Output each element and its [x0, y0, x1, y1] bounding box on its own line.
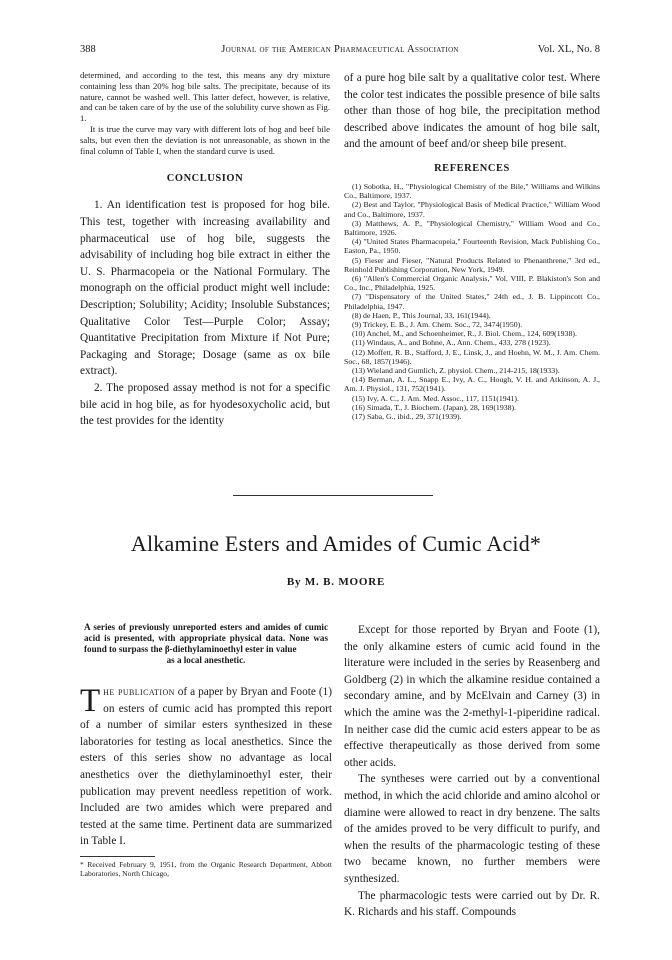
references-list	[344, 182, 600, 421]
reference-item: (11) Windaus, A., and Bohne, A., Ann. Chem., 433, 278 (1923).	[352, 338, 551, 348]
reference-item: (8) de Haen, P., This Journal, 33, 161(1944).	[352, 310, 491, 320]
journal-title: Journal of the American Pharmaceutical Association	[221, 44, 459, 55]
abstract-text	[84, 622, 328, 666]
bottom-right-column	[344, 622, 600, 921]
abstract-body: A series of previously unreported esters and amides of cumic acid is presented, with appropriate physical data. None was found to surpass the β-diethylaminoethyl ester in value	[84, 622, 328, 654]
article-title: Alkamine Esters and Amides of Cumic Acid*	[130, 531, 542, 556]
continued-paragraph: determined, and according to the test, this means any dry mixture containing less than 20% hog bile salts. The precipitate, because of its nature, cannot be washed well. This latter defect, however, is relative, and can be taken care of by the use of the solubility curve shown as Fig. 1.	[80, 70, 330, 124]
reference-item: (6) "Allen's Commercial Organic Analysis," Vol. VIII, P. Blakiston's Son and Co., Inc., Philadelphia, 1925.	[344, 274, 600, 293]
intro-text: of a paper by Bryan and Foote (1) on esters of cumic acid has prompted this report of a number of similar esters synthesized in these laboratories for testing as local anesthetics. Since the esters of this series show no advantage as local anesthetics over the diethylaminoethyl ester, their publication may prevent needless repetition of work. Included are two amides which were prepared and tested at the same time. Pertinent data are summarized in Table I.	[80, 686, 332, 848]
reference-item: (16) Simada, T., J. Biochem. (Japan), 28, 169(1938).	[352, 402, 517, 412]
reference-item: (5) Fieser and Fieser, "Natural Products Related to Phenanthrene," 3rd ed., Reinhold Publishing Corporation, New York, 1949.	[344, 255, 600, 274]
page-number: 388	[80, 44, 96, 55]
reference-item: (17) Saba, G., ibid., 29, 371(1939).	[352, 412, 462, 422]
references-heading: REFERENCES	[434, 162, 510, 174]
conclusion-heading: CONCLUSION	[166, 173, 244, 185]
abstract	[80, 622, 332, 666]
drop-cap: T	[80, 683, 101, 719]
reference-item: (10) Anchel, M., and Schoenheimer, R., J. Biol. Chem., 124, 609(1938).	[352, 329, 577, 339]
footnote-rule	[80, 856, 155, 857]
identity-paragraph: of a pure hog bile salt by a qualitative color test. Where the color test indicates the possible presence of bile salts other than those of hog bile, the precipitation method described above indicates the amount of hog bile salt, and the amount of beef and/or sheep bile present.	[344, 72, 600, 151]
bottom-left-column	[80, 622, 332, 878]
top-right-column	[344, 70, 600, 421]
volume-issue: Vol. XL, No. 8	[537, 44, 600, 55]
running-header	[80, 44, 600, 58]
reference-item: (12) Moffett, R. B., Stafford, J. E., Linsk, J., and Hoehn, W. M., J. Am. Chem. Soc., 68, 1857(1946).	[344, 347, 600, 366]
reference-item: (3) Matthews, A. P., "Physiological Chemistry," William Wood and Co., Baltimore, 1926.	[344, 218, 600, 237]
reference-item: (15) Ivy, A. C., J. Am. Med. Assoc., 117, 1151(1941).	[352, 393, 519, 403]
footnote: * Received February 9, 1951, from the Organic Research Department, Abbott Laboratories, North Chicago,	[80, 859, 332, 878]
reference-item: (14) Berman, A. L., Snapp E., Ivy, A. C., Hough, V. H. and Atkinson, A. J., Am. J. Physiol., 131, 752(1941).	[344, 375, 600, 394]
pharmacology-paragraph: The pharmacologic tests were carried out by Dr. R. K. Richards and his staff. Compounds	[344, 889, 600, 919]
reference-item: (2) Best and Taylor, "Physiological Basis of Medical Practice," William Wood and Co., Baltimore, 1937.	[344, 200, 600, 219]
reference-item: (13) Wieland and Gumlich, Z. physiol. Chem., 214-215, 18(1933).	[352, 366, 560, 376]
synthesis-paragraph: The syntheses were carried out by a conventional method, in which the acid chloride and amino alcohol or diamine were allowed to react in dry benzene. The salts of the amides proved to be very difficult to purify, and when the results of the pharmacologic testing of these two became known, no further members were synthesized.	[344, 773, 600, 885]
intro-paragraph	[80, 684, 332, 850]
conclusion-point-1: 1. An identification test is proposed for hog bile. This test, together with increasing availability and pharmaceutical use of hog bile, suggests the advisability of including hog bile extract in either the U. S. Pharmacopeia or the National Formulary. The monograph on the official product might well include: Description; Solubility; Acidity; Insoluble Substances; Qualitative Color Test—Purple Color; Assay; Quantitative Precipitation from Mixture if Not Pure; Packaging and Storage; Dosage (same as ox bile extract).	[80, 199, 330, 378]
top-left-column	[80, 70, 330, 430]
literature-paragraph: Except for those reported by Bryan and Foote (1), the only alkamine esters of cumic acid found in the literature were included in the series by Reasenberg and Goldberg (2) in which the alkamine residue contained a secondary amine, and by McElvain and Carney (3) in which the amine was the 2-methyl-1-piperidine radical. In neither case did the cumic acid esters appear to be as effective therapeutically as those derived from some other acids.	[344, 624, 600, 769]
article-byline: By M. B. MOORE	[286, 576, 386, 588]
conclusion-point-2: 2. The proposed assay method is not for a specific bile acid in hog bile, as for hyodesoxycholic acid, but the test provides for the identity	[80, 381, 330, 428]
curve-paragraph: It is true the curve may vary with different lots of hog and beef bile salts, but even then the deviation is not unreasonable, as shown in the final column of Table I, when the standard curve is used.	[80, 123, 330, 156]
abstract-tail: as a local anesthetic.	[166, 655, 246, 665]
reference-item: (9) Trickey, E. B., J. Am. Chem. Soc., 72, 3474(1950).	[352, 320, 523, 330]
section-divider	[233, 495, 433, 496]
reference-item: (7) "Dispensatory of the United States," 24th ed., J. B. Lippincott Co., Philadelphia, 1947.	[344, 292, 600, 311]
reference-item: (4) "United States Pharmacopeia," Fourteenth Revision, Mack Publishing Co., Easton, Pa., 1950.	[344, 237, 600, 256]
reference-item: (1) Sobotka, H., "Physiological Chemistry of the Bile," Williams and Wilkins Co., Baltimore, 1937.	[344, 181, 600, 201]
lead-small-caps: he publication	[103, 686, 175, 698]
